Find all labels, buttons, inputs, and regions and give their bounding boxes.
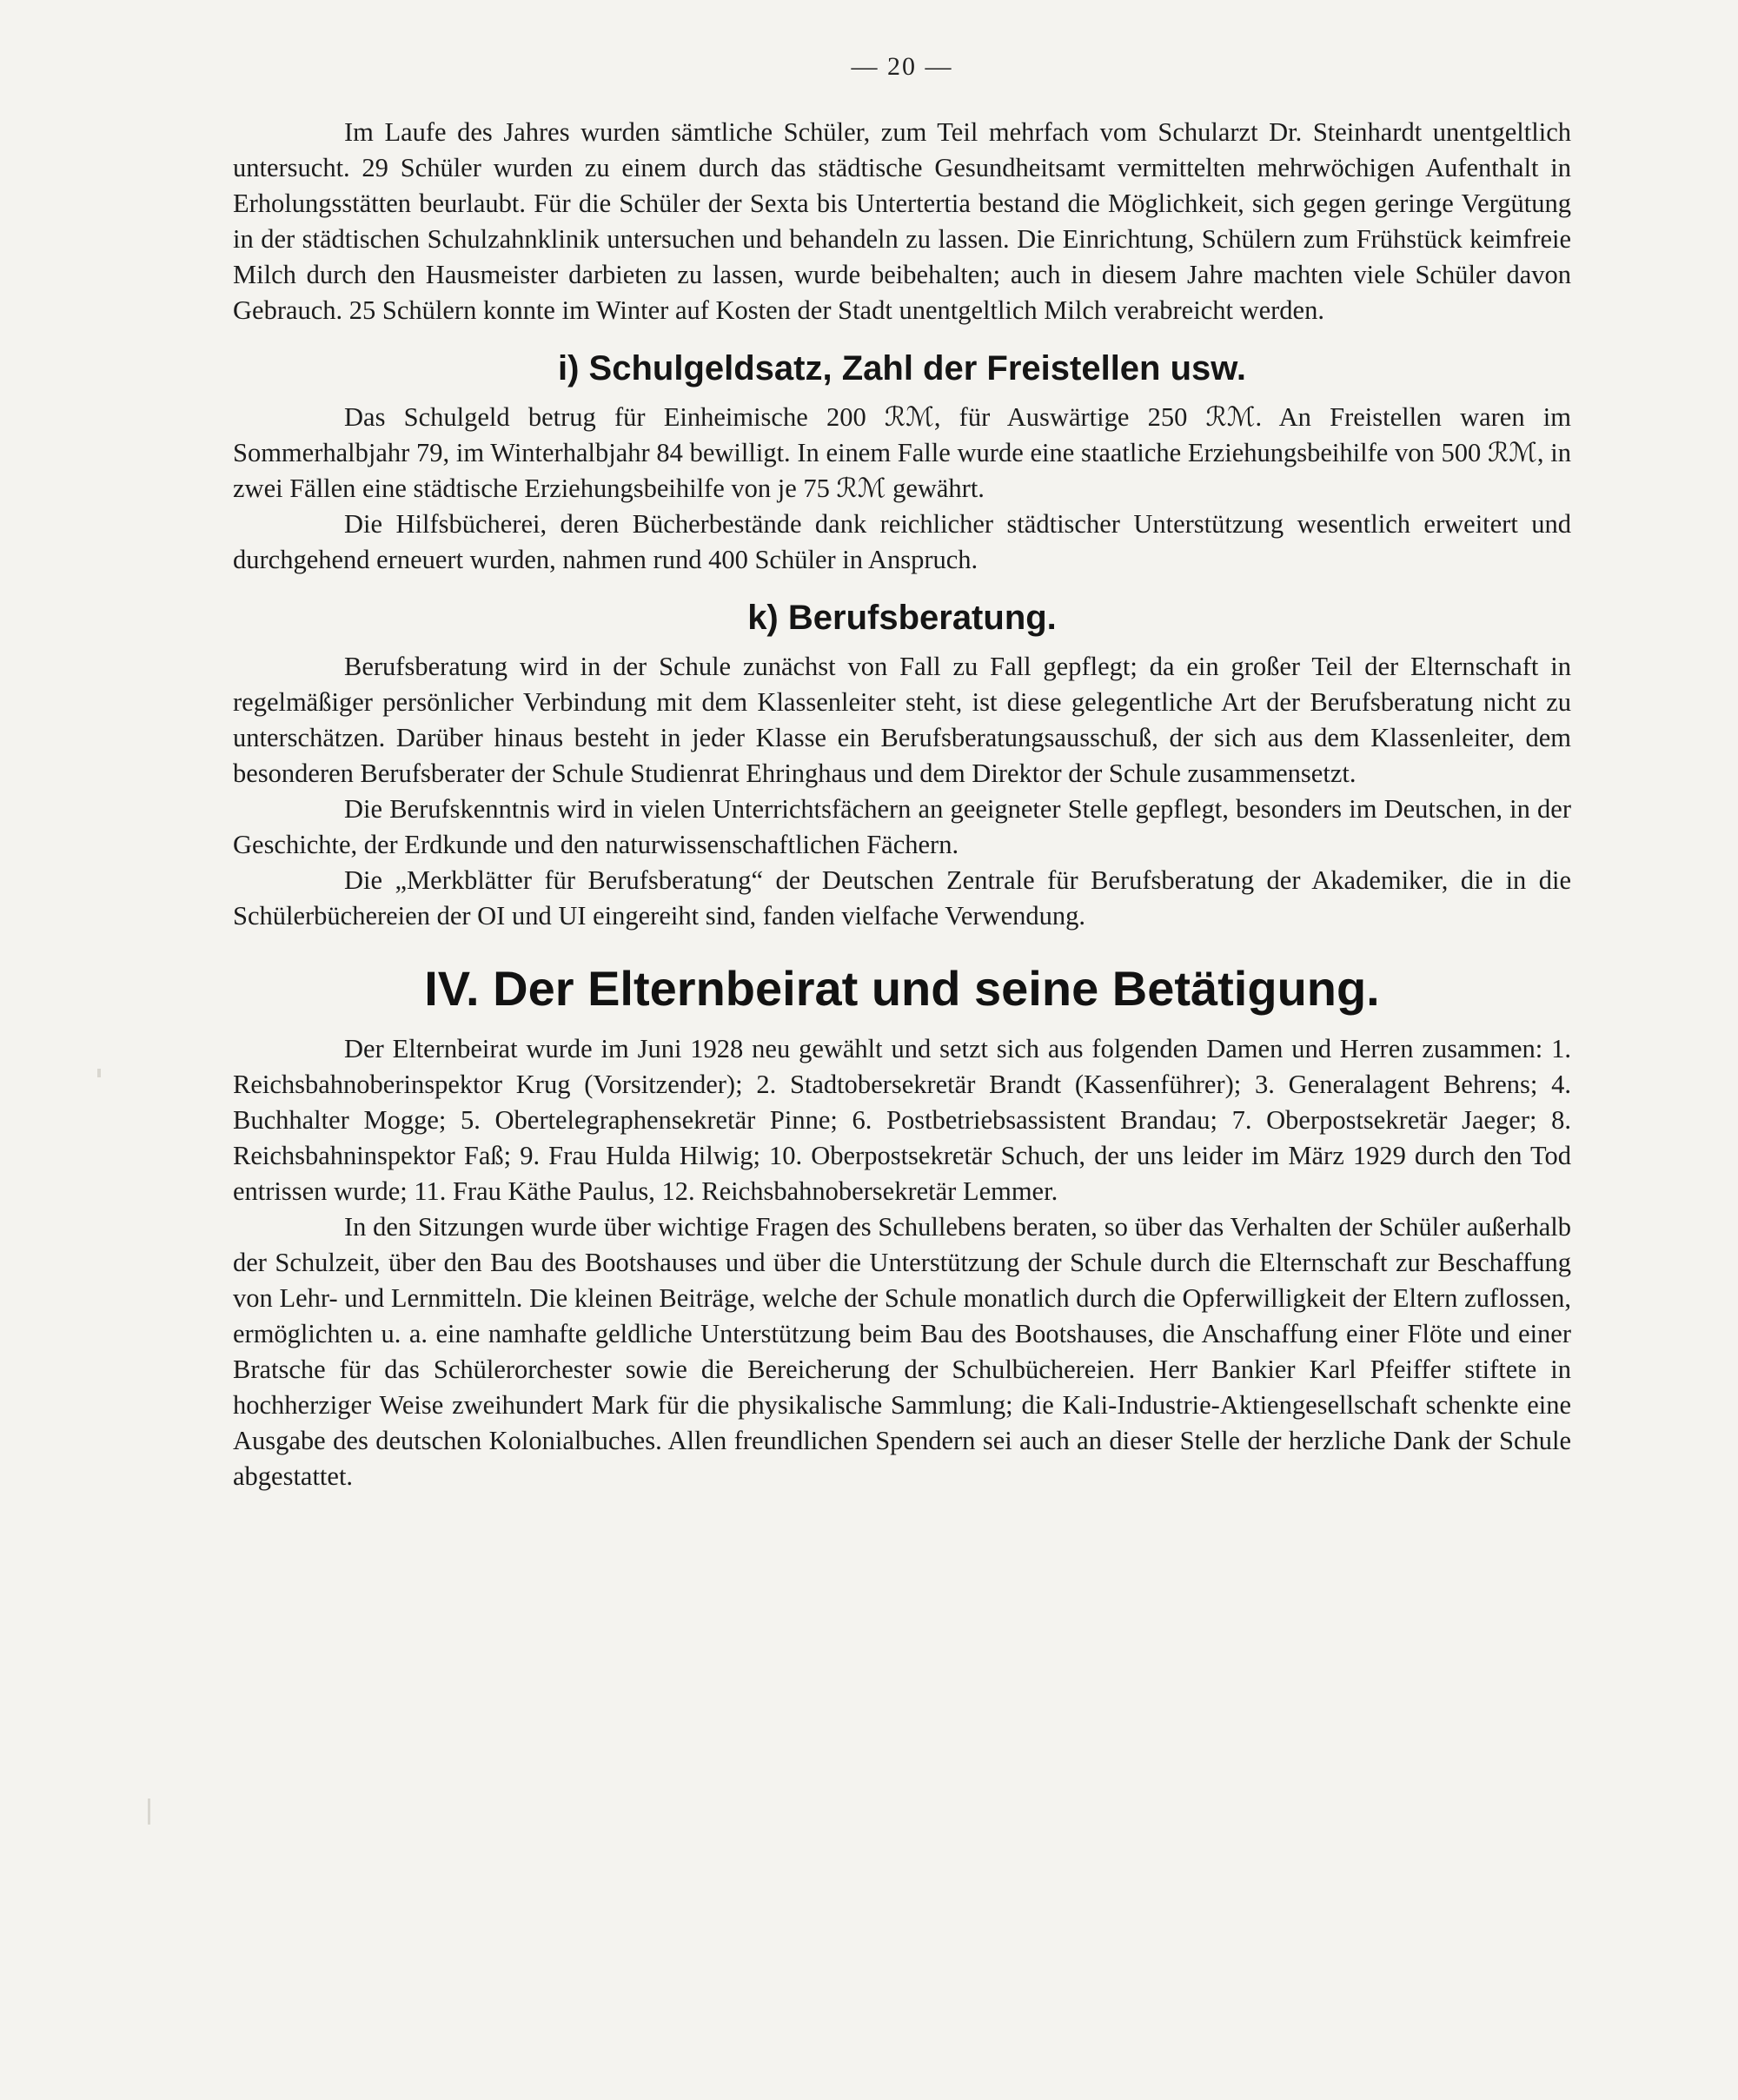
- paragraph-merkblaetter: Die „Merkblätter für Berufsberatung“ der Deutschen Zentrale für Berufsberatung der Akademiker, die in die Schülerbüchereien der OI und UI eingereiht sind, fanden vielfache Verwendung.: [233, 865, 1571, 931]
- page-number: — 20 —: [851, 52, 953, 81]
- document-page: [233, 52, 1571, 1494]
- chapter-heading-elternbeirat: IV. Der Elternbeirat und seine Betätigung.: [424, 961, 1380, 1016]
- paragraph-berufskenntnis: Die Berufskenntnis wird in vielen Unterrichtsfächern an geeigneter Stelle gepflegt, besonders im Deutschen, in der Geschichte, der Erdkunde und den naturwissenschaftlichen Fächern.: [233, 794, 1571, 859]
- section-heading-schulgeld: i) Schulgeldsatz, Zahl der Freistellen usw.: [557, 349, 1247, 388]
- scan-edge-mark: [97, 1069, 101, 1077]
- paragraph-health: Im Laufe des Jahres wurden sämtliche Schüler, zum Teil mehrfach vom Schularzt Dr. Steinhardt unentgeltlich untersucht. 29 Schüler wurden zu einem durch das städtische Gesundheitsamt vermittelten mehrwöchigen Aufenthalt in Erholungsstätten beurlaubt. Für die Schüler der Sexta bis Untertertia bestand die Möglichkeit, sich gegen geringe Vergütung in der städtischen Schulzahnklinik untersuchen und behandeln zu lassen. Die Einrichtung, Schülern zum Frühstück keimfreie Milch durch den Hausmeister darbieten zu lassen, wurde beibehalten; auch in diesem Jahre machten viele Schüler davon Gebrauch. 25 Schülern konnte im Winter auf Kosten der Stadt unentgeltlich Milch verabreicht werden.: [233, 117, 1571, 325]
- scan-edge-mark: [148, 1799, 150, 1825]
- section-heading-berufsberatung: k) Berufsberatung.: [747, 599, 1057, 637]
- paragraph-sitzungen: In den Sitzungen wurde über wichtige Fragen des Schullebens beraten, so über das Verhalten der Schüler außerhalb der Schulzeit, über den Bau des Bootshauses und über die Unterstützung der Schule durch die Elternschaft zur Beschaffung von Lehr- und Lernmitteln. Die kleinen Beiträge, welche der Schule monatlich durch die Opferwilligkeit der Eltern zuflossen, ermöglichten u. a. eine namhafte geldliche Unterstützung beim Bau des Bootshauses, die Anschaffung einer Flöte und einer Bratsche für das Schülerorchester sowie die Bereicherung der Schulbüchereien. Herr Bankier Karl Pfeiffer stiftete in hochherziger Weise zweihundert Mark für die physikalische Sammlung; die Kali-Industrie-Aktiengesellschaft schenkte eine Ausgabe des deutschen Kolonialbuches. Allen freundlichen Spendern sei auch an dieser Stelle der herzliche Dank der Schule abgestattet.: [233, 1212, 1571, 1491]
- paragraph-elternbeirat-members: Der Elternbeirat wurde im Juni 1928 neu gewählt und setzt sich aus folgenden Damen und Herren zusammen: 1. Reichsbahnoberinspektor Krug (Vorsitzender); 2. Stadtobersekretär Brandt (Kassenführer); 3. Generalagent Behrens; 4. Buchhalter Mogge; 5. Obertelegraphensekretär Pinne; 6. Postbetriebsassistent Brandau; 7. Oberpostsekretär Jaeger; 8. Reichsbahninspektor Faß; 9. Frau Hulda Hilwig; 10. Oberpostsekretär Schuch, der uns leider im März 1929 durch den Tod entrissen wurde; 11. Frau Käthe Paulus, 12. Reichsbahnobersekretär Lemmer.: [233, 1034, 1571, 1206]
- paragraph-hilfsbuecherei: Die Hilfsbücherei, deren Bücherbestände dank reichlicher städtischer Unterstützung wesentlich erweitert und durchgehend erneuert wurden, nahmen rund 400 Schüler in Anspruch.: [233, 509, 1571, 574]
- paragraph-schulgeld: Das Schulgeld betrug für Einheimische 200 ℛℳ, für Auswärtige 250 ℛℳ. An Freistellen waren im Sommerhalbjahr 79, im Winterhalbjahr 84 bewilligt. In einem Falle wurde eine staatliche Erziehungsbeihilfe von 500 ℛℳ, in zwei Fällen eine städtische Erziehungsbeihilfe von je 75 ℛℳ gewährt.: [233, 402, 1571, 503]
- paragraph-berufsberatung: Berufsberatung wird in der Schule zunächst von Fall zu Fall gepflegt; da ein großer Teil der Elternschaft in regelmäßiger persönlicher Verbindung mit dem Klassenleiter steht, ist diese gelegentliche Art der Berufsberatung nicht zu unterschätzen. Darüber hinaus besteht in jeder Klasse ein Berufsberatungsausschuß, der sich aus dem Klassenleiter, dem besonderen Berufsberater der Schule Studienrat Ehringhaus und dem Direktor der Schule zusammensetzt.: [233, 652, 1571, 788]
